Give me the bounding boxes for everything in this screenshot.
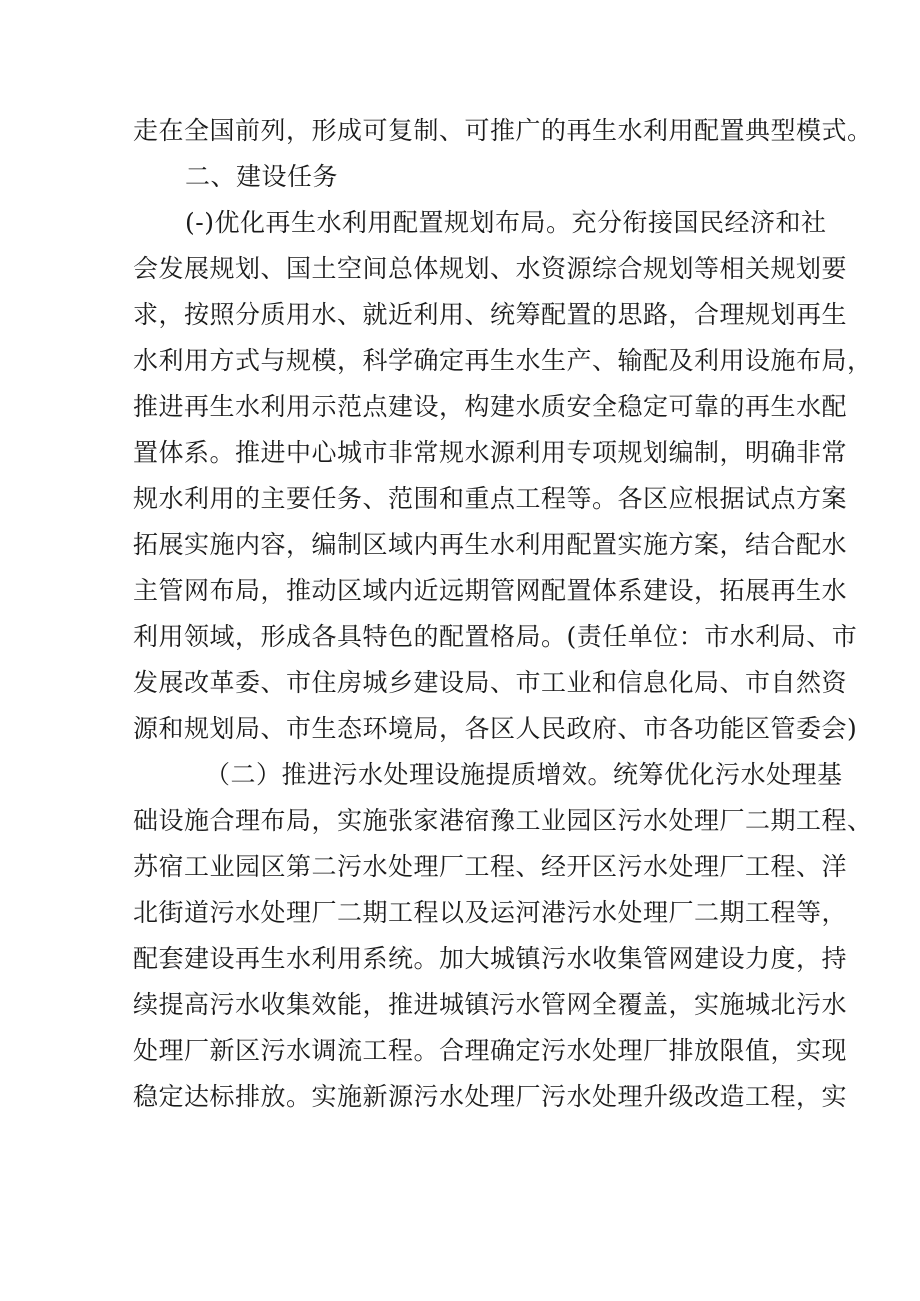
item-heading-line: （二）推进污水处理设施提质增效。统筹优化污水处理基 [205, 760, 843, 789]
paragraph-line: 配套建设再生水利用系统。加大城镇污水收集管网建设力度，持 [133, 944, 848, 973]
paragraph-line: 发展改革委、市住房城乡建设局、市工业和信息化局、市自然资 [133, 668, 848, 697]
item-heading-line: (-)优化再生水利用配置规划布局。充分衔接国民经济和社 [185, 208, 827, 237]
paragraph-line: 续提高污水收集效能，推进城镇污水管网全覆盖，实施城北污水 [133, 990, 848, 1019]
document-body [133, 108, 873, 1120]
paragraph-line: 规水利用的主要任务、范围和重点工程等。各区应根据试点方案 [133, 484, 848, 513]
paragraph-line: 北街道污水处理厂二期工程以及运河港污水处理厂二期工程等， [133, 898, 848, 927]
paragraph-line: 走在全国前列，形成可复制、可推广的再生水利用配置典型模式。 [133, 116, 873, 145]
paragraph-line: 础设施合理布局，实施张家港宿豫工业园区污水处理厂二期工程、 [133, 806, 873, 835]
paragraph-line: 求，按照分质用水、就近利用、统筹配置的思路，合理规划再生 [133, 300, 848, 329]
paragraph-line: 主管网布局，推动区域内近远期管网配置体系建设，拓展再生水 [133, 576, 848, 605]
paragraph-line: 利用领域，形成各具特色的配置格局。(责任单位：市水利局、市 [133, 622, 858, 651]
paragraph-line: 稳定达标排放。实施新源污水处理厂污水处理升级改造工程，实 [133, 1082, 848, 1111]
paragraph-line: 会发展规划、国土空间总体规划、水资源综合规划等相关规划要 [133, 254, 848, 283]
paragraph-line: 拓展实施内容，编制区域内再生水利用配置实施方案，结合配水 [133, 530, 848, 559]
paragraph-line: 推进再生水利用示范点建设，构建水质安全稳定可靠的再生水配 [133, 392, 848, 421]
paragraph-line: 水利用方式与规模，科学确定再生水生产、输配及利用设施布局， [133, 346, 873, 375]
paragraph-line: 源和规划局、市生态环境局，各区人民政府、市各功能区管委会) [133, 714, 858, 743]
section-heading: 二、建设任务 [185, 162, 339, 191]
paragraph-line: 处理厂新区污水调流工程。合理确定污水处理厂排放限值，实现 [133, 1036, 848, 1065]
paragraph-line: 置体系。推进中心城市非常规水源利用专项规划编制，明确非常 [133, 438, 848, 467]
paragraph-line: 苏宿工业园区第二污水处理厂工程、经开区污水处理厂工程、洋 [133, 852, 848, 881]
